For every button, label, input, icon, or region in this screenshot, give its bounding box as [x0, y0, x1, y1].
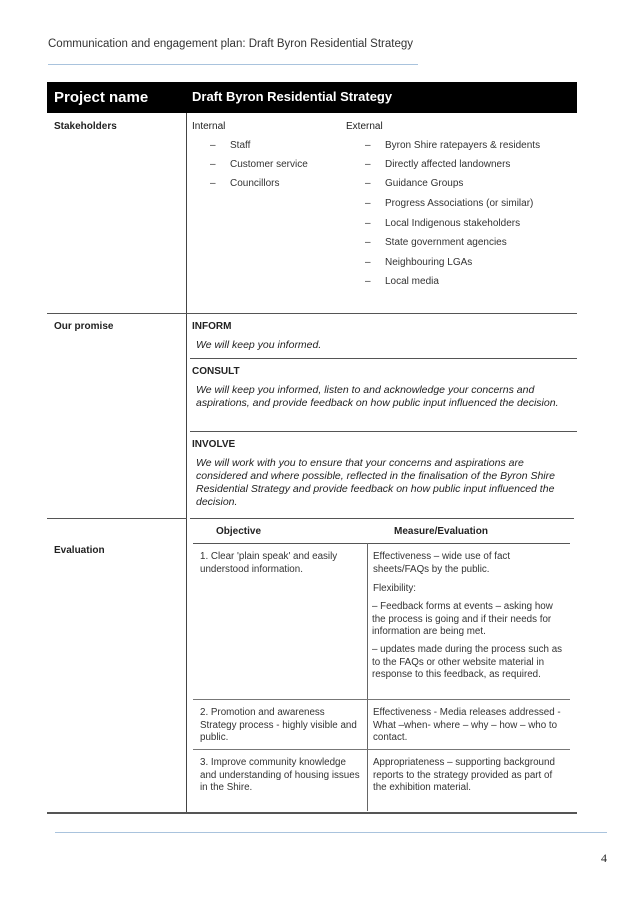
- internal-heading: Internal: [192, 121, 226, 132]
- inform-heading: INFORM: [192, 321, 232, 332]
- header-divider: [48, 64, 418, 65]
- internal-item: – Staff: [210, 140, 251, 151]
- internal-item: – Customer service: [210, 159, 308, 170]
- external-item: – Local Indigenous stakeholders: [365, 218, 521, 229]
- page-number: 4: [601, 851, 607, 865]
- objective-cell: 1. Clear 'plain speak' and easily understood information.: [200, 551, 338, 575]
- section-divider: [190, 518, 574, 519]
- external-item: – Byron Shire ratepayers & residents: [365, 140, 541, 151]
- consult-heading: CONSULT: [192, 366, 240, 377]
- involve-heading: INVOLVE: [192, 439, 236, 450]
- eval-table-rule: [193, 543, 570, 544]
- measure-cell: Appropriateness – supporting background reports to the strategy provided as part of the exhibition material.: [373, 757, 555, 793]
- measure-heading: Measure/Evaluation: [394, 526, 488, 537]
- external-item: – Progress Associations (or similar): [365, 198, 534, 209]
- eval-table-col-divider: [367, 543, 368, 811]
- eval-table-rule: [193, 749, 570, 750]
- measure-cell: – updates made during the process such as to the FAQs or other website material in response to this feedback, as required.: [372, 644, 563, 680]
- internal-item: – Councillors: [210, 178, 280, 189]
- section-divider: [47, 313, 577, 314]
- objective-cell: 3. Improve community knowledge and understanding of housing issues in the Shire.: [200, 757, 360, 793]
- evaluation-label: Evaluation: [54, 545, 105, 556]
- project-title-bar: [47, 82, 577, 113]
- external-item: – Neighbouring LGAs: [365, 257, 473, 268]
- objective-heading: Objective: [216, 526, 262, 537]
- external-item: – State government agencies: [365, 237, 507, 248]
- measure-cell: Effectiveness - Media releases addressed - What –when- where – why – how – who to contact.: [373, 707, 561, 743]
- table-bottom-border: [47, 812, 577, 814]
- footer-divider: [55, 832, 607, 833]
- involve-text: We will work with you to ensure that your concerns and aspirations are considered and where possible, reflected in the finalisation of the Byron Shire Residential Strategy and provide feedback on how public input influenced the decision.: [196, 457, 555, 508]
- stakeholders-label: Stakeholders: [54, 121, 117, 132]
- consult-text: We will keep you informed, listen to and acknowledge your concerns and aspirations, and provide feedback on how public input influenced the decision.: [196, 384, 559, 409]
- promise-label: Our promise: [54, 321, 114, 332]
- section-divider: [47, 518, 187, 519]
- column-divider: [186, 113, 187, 813]
- page-header: Communication and engagement plan: Draft Byron Residential Strategy: [48, 38, 414, 50]
- measure-cell: Flexibility:: [373, 583, 417, 594]
- external-item: – Directly affected landowners: [365, 159, 511, 170]
- external-item: – Local media: [365, 276, 439, 287]
- project-name-label: Project name: [54, 89, 149, 106]
- external-heading: External: [346, 121, 383, 132]
- measure-cell: – Feedback forms at events – asking how the process is going and if their needs for information are being met.: [372, 601, 553, 637]
- eval-table-rule: [193, 699, 570, 700]
- promise-divider: [190, 431, 577, 432]
- promise-divider: [190, 358, 577, 359]
- inform-text: We will keep you informed.: [196, 339, 322, 351]
- project-name-value: Draft Byron Residential Strategy: [192, 89, 393, 104]
- measure-cell: Effectiveness – wide use of fact sheets/FAQs by the public.: [373, 551, 511, 575]
- external-item: – Guidance Groups: [365, 178, 464, 189]
- objective-cell: 2. Promotion and awareness Strategy process - highly visible and public.: [200, 707, 357, 743]
